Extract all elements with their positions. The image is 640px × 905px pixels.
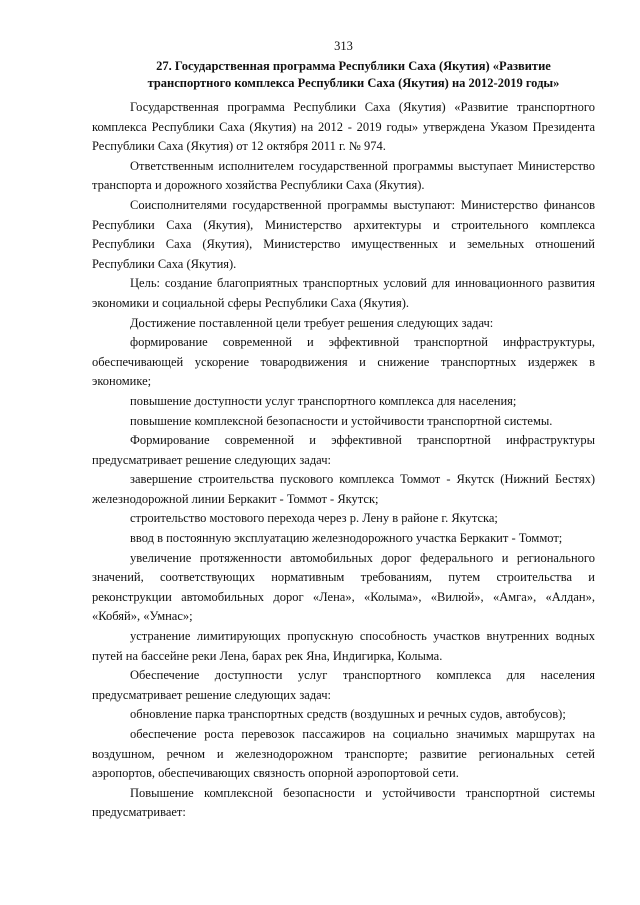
section-title-line: 27. Государственная программа Республики Саха (Якутия) «Развитие (156, 59, 551, 73)
paragraph: строительство мостового перехода через р. Лену в районе г. Якутска; (130, 511, 498, 526)
paragraph: устранение лимитирующих пропускную способность участков внутренних водных путей на бассейне реки Лена, барах рек Яна, Индигирка, Колыма. (92, 629, 595, 663)
paragraph: повышение комплексной безопасности и устойчивости транспортной системы. (130, 413, 553, 428)
paragraph: ввод в постоянную эксплуатацию железнодорожного участка Беркакит - Томмот; (130, 531, 563, 546)
paragraph: Ответственным исполнителем государственной программы выступает Министерство транспорта и дорожного хозяйства Республики Саха (Якутия). (92, 158, 595, 193)
paragraph: повышение доступности услуг транспортного комплекса для населения; (130, 393, 517, 408)
paragraph: формирование современной и эффективной транспортной инфраструктуры, обеспечивающей ускорение товародвижения и снижение транспортных издержек в экономике; (92, 335, 595, 389)
page-number: 313 (334, 39, 353, 53)
section-title-line: транспортного комплекса Республики Саха (Якутия) на 2012-2019 годы» (147, 76, 560, 90)
paragraph: Соисполнителями государственной программы выступают: Министерство финансов Республики Саха (Якутия), Министерство архитектуры и строительного комплекса Республики Саха (Якутия), Министерство имущественных и земельных отношений Республики Саха (Якутия). (92, 197, 595, 271)
paragraph: Повышение комплексной безопасности и устойчивости транспортной системы предусматривает: (92, 785, 595, 820)
paragraph: увеличение протяженности автомобильных дорог федерального и регионального значений, соответствующих нормативным требованиям, путем строительства и реконструкции автомобильных дорог «Лена», «Колыма», «Вилюй», «Амга», «Алдан», «Кобяй», «Умнас»; (92, 550, 595, 624)
paragraph: Цель: создание благоприятных транспортных условий для инновационного развития экономики и социальной сферы Республики Саха (Якутия). (92, 276, 595, 310)
paragraph: обновление парка транспортных средств (воздушных и речных судов, автобусов); (130, 707, 566, 722)
paragraph: Государственная программа Республики Саха (Якутия) «Развитие транспортного комплекса Республики Саха (Якутия) на 2012 - 2019 годы» утверждена Указом Президента Республики Саха (Якутия) от 12 октября 2011 г. № 974. (92, 100, 595, 154)
paragraph: Формирование современной и эффективной транспортной инфраструктуры предусматривает решение следующих задач: (92, 433, 595, 467)
paragraph: Обеспечение доступности услуг транспортного комплекса для населения предусматривает решение следующих задач: (92, 668, 595, 702)
paragraph: завершение строительства пускового комплекса Томмот - Якутск (Нижний Бестях) железнодорожной линии Беркакит - Томмот - Якутск; (92, 472, 595, 506)
document-page (92, 0, 595, 823)
paragraph: обеспечение роста перевозок пассажиров на социально значимых маршрутах на воздушном, речном и железнодорожном транспорте; развитие региональных сетей аэропортов, обеспечивающих связность опорной аэропортовой сети. (92, 727, 595, 781)
section-title (92, 58, 595, 92)
paragraph: Достижение поставленной цели требует решения следующих задач: (130, 315, 494, 330)
